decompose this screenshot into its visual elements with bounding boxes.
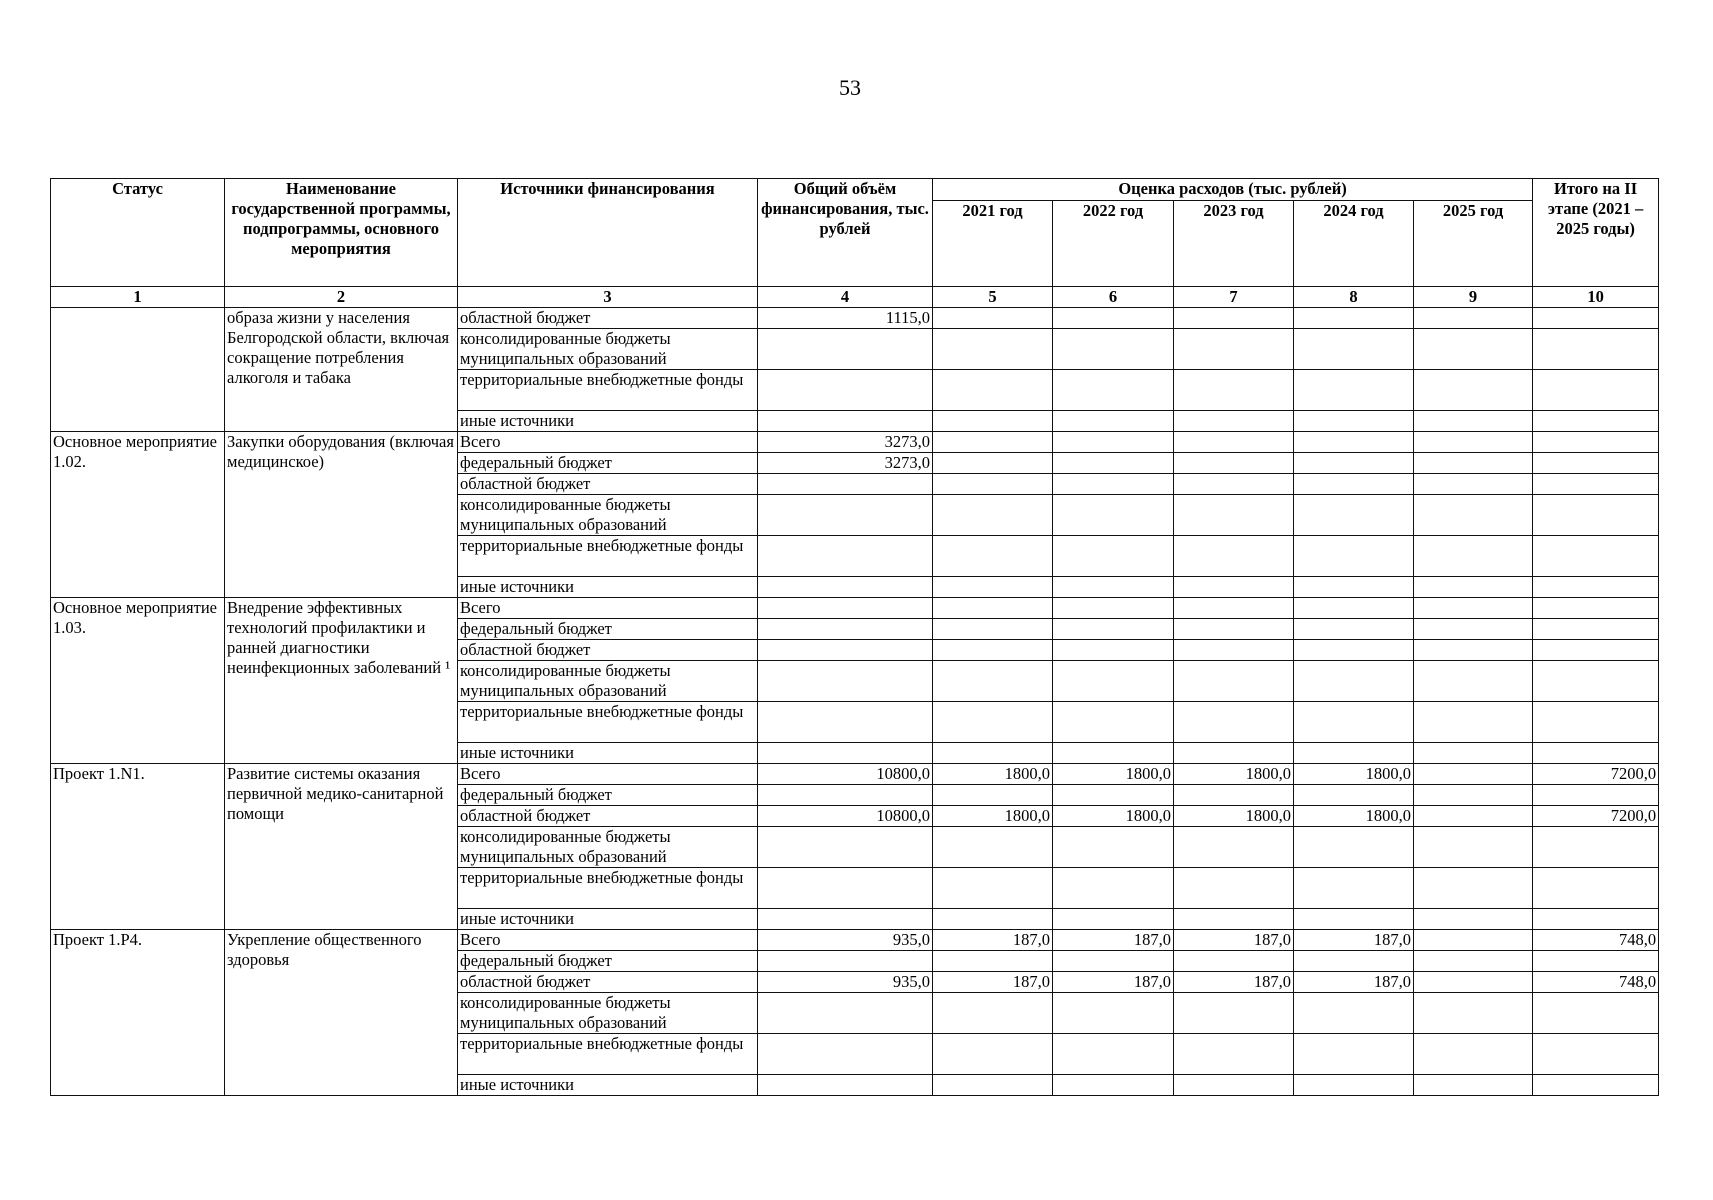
cell-y2022: [1053, 453, 1174, 474]
cell-y2021: [933, 329, 1053, 370]
cell-y2023: [1174, 308, 1294, 329]
cell-y2021: [933, 1075, 1053, 1096]
row-funding-source: территориальные внебюджетные фонды: [458, 536, 758, 577]
cell-total: 10800,0: [758, 806, 933, 827]
cell-y2021: [933, 619, 1053, 640]
cell-total: [758, 1075, 933, 1096]
cell-y2021: 187,0: [933, 972, 1053, 993]
cell-stage: [1533, 1034, 1659, 1075]
cell-total: [758, 743, 933, 764]
cell-y2022: 1800,0: [1053, 806, 1174, 827]
cell-y2024: [1294, 370, 1414, 411]
cell-total: [758, 951, 933, 972]
cell-y2024: 187,0: [1294, 972, 1414, 993]
cell-y2025: [1414, 827, 1533, 868]
cell-y2022: [1053, 661, 1174, 702]
cell-y2023: 187,0: [1174, 972, 1294, 993]
row-program-name: Укрепление общественного здоровья: [225, 930, 458, 1096]
cell-stage: 7200,0: [1533, 764, 1659, 785]
row-funding-source: областной бюджет: [458, 806, 758, 827]
cell-y2021: [933, 577, 1053, 598]
cell-y2021: [933, 661, 1053, 702]
cell-y2024: [1294, 308, 1414, 329]
cell-total: 10800,0: [758, 764, 933, 785]
cell-y2021: [933, 993, 1053, 1034]
cell-y2024: 1800,0: [1294, 764, 1414, 785]
cell-stage: [1533, 453, 1659, 474]
cell-y2021: [933, 411, 1053, 432]
cell-y2025: [1414, 1034, 1533, 1075]
cell-y2025: [1414, 661, 1533, 702]
cell-total: [758, 411, 933, 432]
column-number: 4: [758, 287, 933, 308]
cell-stage: 7200,0: [1533, 806, 1659, 827]
cell-y2025: [1414, 474, 1533, 495]
cell-y2023: [1174, 453, 1294, 474]
cell-y2021: [933, 370, 1053, 411]
column-number: 3: [458, 287, 758, 308]
cell-y2021: [933, 432, 1053, 453]
cell-total: [758, 702, 933, 743]
cell-y2021: [933, 785, 1053, 806]
cell-stage: [1533, 661, 1659, 702]
cell-y2024: [1294, 536, 1414, 577]
cell-y2021: [933, 951, 1053, 972]
cell-stage: [1533, 495, 1659, 536]
cell-total: [758, 329, 933, 370]
row-funding-source: областной бюджет: [458, 972, 758, 993]
cell-total: [758, 909, 933, 930]
cell-y2023: [1174, 702, 1294, 743]
row-funding-source: консолидированные бюджеты муниципальных образований: [458, 495, 758, 536]
cell-total: [758, 827, 933, 868]
cell-y2024: [1294, 1034, 1414, 1075]
header-year: 2021 год: [933, 201, 1053, 287]
row-funding-source: консолидированные бюджеты муниципальных образований: [458, 661, 758, 702]
cell-stage: [1533, 619, 1659, 640]
cell-y2025: [1414, 743, 1533, 764]
column-number: 1: [51, 287, 225, 308]
cell-y2023: [1174, 411, 1294, 432]
cell-y2025: [1414, 598, 1533, 619]
cell-y2022: [1053, 411, 1174, 432]
table-row: [51, 308, 1659, 329]
cell-total: 935,0: [758, 930, 933, 951]
row-program-name: образа жизни у населения Белгородской области, включая сокращение потребления алкоголя и табака: [225, 308, 458, 432]
cell-total: 3273,0: [758, 453, 933, 474]
cell-y2023: [1174, 432, 1294, 453]
column-number: 6: [1053, 287, 1174, 308]
cell-y2022: [1053, 432, 1174, 453]
table-row: [51, 930, 1659, 951]
row-funding-source: федеральный бюджет: [458, 785, 758, 806]
cell-y2021: [933, 868, 1053, 909]
cell-stage: [1533, 370, 1659, 411]
cell-y2021: [933, 598, 1053, 619]
cell-y2022: [1053, 640, 1174, 661]
cell-y2021: [933, 909, 1053, 930]
row-status: Основное мероприятие 1.03.: [51, 598, 225, 764]
cell-y2023: [1174, 993, 1294, 1034]
cell-total: [758, 577, 933, 598]
cell-y2024: [1294, 598, 1414, 619]
cell-total: [758, 785, 933, 806]
cell-y2022: [1053, 868, 1174, 909]
cell-stage: [1533, 743, 1659, 764]
page-number: 53: [839, 75, 861, 100]
row-status: Основное мероприятие 1.02.: [51, 432, 225, 598]
cell-y2022: [1053, 909, 1174, 930]
column-number: 7: [1174, 287, 1294, 308]
cell-y2025: [1414, 329, 1533, 370]
cell-y2022: [1053, 577, 1174, 598]
cell-stage: [1533, 993, 1659, 1034]
cell-stage: [1533, 598, 1659, 619]
cell-y2023: [1174, 868, 1294, 909]
cell-y2025: [1414, 577, 1533, 598]
cell-stage: [1533, 308, 1659, 329]
cell-y2022: [1053, 1034, 1174, 1075]
cell-y2021: [933, 1034, 1053, 1075]
cell-y2025: [1414, 495, 1533, 536]
row-status: [51, 308, 225, 432]
cell-y2023: [1174, 536, 1294, 577]
header-stage-total: Итого на II этапе (2021 – 2025 годы): [1533, 179, 1659, 287]
cell-y2024: [1294, 329, 1414, 370]
cell-y2021: [933, 743, 1053, 764]
cell-y2021: [933, 453, 1053, 474]
header-total: Общий объём финансирования, тыс. рублей: [758, 179, 933, 287]
cell-y2023: 187,0: [1174, 930, 1294, 951]
cell-y2023: [1174, 619, 1294, 640]
row-funding-source: территориальные внебюджетные фонды: [458, 1034, 758, 1075]
cell-y2025: [1414, 785, 1533, 806]
cell-y2024: [1294, 909, 1414, 930]
cell-stage: [1533, 827, 1659, 868]
cell-y2025: [1414, 764, 1533, 785]
cell-stage: [1533, 909, 1659, 930]
cell-y2025: [1414, 370, 1533, 411]
cell-y2022: [1053, 827, 1174, 868]
row-funding-source: иные источники: [458, 577, 758, 598]
cell-y2024: [1294, 743, 1414, 764]
cell-y2023: [1174, 598, 1294, 619]
cell-stage: [1533, 329, 1659, 370]
cell-y2025: [1414, 909, 1533, 930]
cell-y2025: [1414, 619, 1533, 640]
cell-total: [758, 370, 933, 411]
row-funding-source: областной бюджет: [458, 640, 758, 661]
header-year: 2023 год: [1174, 201, 1294, 287]
cell-stage: [1533, 702, 1659, 743]
cell-stage: [1533, 785, 1659, 806]
row-funding-source: консолидированные бюджеты муниципальных образований: [458, 329, 758, 370]
row-funding-source: федеральный бюджет: [458, 951, 758, 972]
cell-y2025: [1414, 453, 1533, 474]
cell-y2022: [1053, 370, 1174, 411]
cell-y2024: [1294, 411, 1414, 432]
cell-y2024: [1294, 453, 1414, 474]
row-funding-source: федеральный бюджет: [458, 619, 758, 640]
cell-total: [758, 619, 933, 640]
cell-y2021: [933, 536, 1053, 577]
cell-y2024: [1294, 577, 1414, 598]
cell-stage: [1533, 536, 1659, 577]
row-funding-source: иные источники: [458, 909, 758, 930]
column-number: 2: [225, 287, 458, 308]
cell-y2024: [1294, 640, 1414, 661]
row-funding-source: Всего: [458, 764, 758, 785]
row-funding-source: иные источники: [458, 1075, 758, 1096]
row-funding-source: Всего: [458, 432, 758, 453]
table-row: [51, 764, 1659, 785]
cell-y2021: [933, 702, 1053, 743]
row-program-name: Закупки оборудования (включая медицинское): [225, 432, 458, 598]
header-year: 2024 год: [1294, 201, 1414, 287]
column-number: 8: [1294, 287, 1414, 308]
header-status: Статус: [51, 179, 225, 287]
cell-y2023: [1174, 785, 1294, 806]
cell-y2023: [1174, 1075, 1294, 1096]
cell-y2025: [1414, 411, 1533, 432]
cell-total: [758, 598, 933, 619]
cell-y2021: [933, 495, 1053, 536]
cell-y2022: [1053, 743, 1174, 764]
cell-y2022: [1053, 329, 1174, 370]
cell-total: 1115,0: [758, 308, 933, 329]
cell-y2024: [1294, 868, 1414, 909]
table-row: [51, 432, 1659, 453]
cell-y2021: 187,0: [933, 930, 1053, 951]
cell-y2024: [1294, 785, 1414, 806]
row-funding-source: Всего: [458, 598, 758, 619]
cell-total: 935,0: [758, 972, 933, 993]
cell-stage: [1533, 640, 1659, 661]
cell-y2022: 187,0: [1053, 972, 1174, 993]
cell-y2022: [1053, 1075, 1174, 1096]
cell-y2023: [1174, 1034, 1294, 1075]
row-program-name: Развитие системы оказания первичной медико-санитарной помощи: [225, 764, 458, 930]
row-funding-source: иные источники: [458, 411, 758, 432]
row-program-name: Внедрение эффективных технологий профилактики и ранней диагностики неинфекционных заболеваний ¹: [225, 598, 458, 764]
cell-total: [758, 868, 933, 909]
row-funding-source: территориальные внебюджетные фонды: [458, 868, 758, 909]
cell-y2025: [1414, 432, 1533, 453]
cell-y2022: [1053, 951, 1174, 972]
row-funding-source: Всего: [458, 930, 758, 951]
cell-y2024: 1800,0: [1294, 806, 1414, 827]
cell-y2023: [1174, 827, 1294, 868]
cell-total: [758, 495, 933, 536]
row-funding-source: территориальные внебюджетные фонды: [458, 702, 758, 743]
cell-stage: [1533, 411, 1659, 432]
cell-y2024: [1294, 661, 1414, 702]
cell-y2025: [1414, 993, 1533, 1034]
cell-y2023: [1174, 495, 1294, 536]
cell-y2023: [1174, 743, 1294, 764]
cell-y2025: [1414, 640, 1533, 661]
row-funding-source: иные источники: [458, 743, 758, 764]
cell-y2024: [1294, 827, 1414, 868]
cell-y2022: [1053, 495, 1174, 536]
cell-y2025: [1414, 536, 1533, 577]
cell-y2022: [1053, 785, 1174, 806]
cell-stage: [1533, 868, 1659, 909]
column-number: 9: [1414, 287, 1533, 308]
header-name: Наименование государственной программы, подпрограммы, основного мероприятия: [225, 179, 458, 287]
cell-y2022: [1053, 308, 1174, 329]
cell-stage: [1533, 474, 1659, 495]
cell-y2022: [1053, 474, 1174, 495]
cell-stage: 748,0: [1533, 930, 1659, 951]
cell-y2022: 1800,0: [1053, 764, 1174, 785]
cell-total: 3273,0: [758, 432, 933, 453]
cell-y2025: [1414, 1075, 1533, 1096]
cell-stage: [1533, 432, 1659, 453]
row-status: Проект 1.P4.: [51, 930, 225, 1096]
cell-y2024: 187,0: [1294, 930, 1414, 951]
cell-y2021: 1800,0: [933, 764, 1053, 785]
cell-y2023: 1800,0: [1174, 764, 1294, 785]
cell-y2023: [1174, 474, 1294, 495]
row-status: Проект 1.N1.: [51, 764, 225, 930]
cell-y2025: [1414, 930, 1533, 951]
cell-y2022: [1053, 536, 1174, 577]
row-funding-source: областной бюджет: [458, 474, 758, 495]
cell-y2023: [1174, 577, 1294, 598]
cell-y2024: [1294, 1075, 1414, 1096]
cell-total: [758, 536, 933, 577]
cell-y2025: [1414, 702, 1533, 743]
cell-y2022: [1053, 598, 1174, 619]
cell-y2024: [1294, 951, 1414, 972]
cell-stage: 748,0: [1533, 972, 1659, 993]
cell-y2022: [1053, 619, 1174, 640]
cell-y2024: [1294, 993, 1414, 1034]
table-header: [51, 179, 1659, 308]
row-funding-source: федеральный бюджет: [458, 453, 758, 474]
cell-total: [758, 661, 933, 702]
header-sources: Источники финансирования: [458, 179, 758, 287]
row-funding-source: консолидированные бюджеты муниципальных образований: [458, 993, 758, 1034]
cell-y2022: [1053, 702, 1174, 743]
cell-y2024: [1294, 702, 1414, 743]
cell-y2025: [1414, 951, 1533, 972]
table-row: [51, 598, 1659, 619]
cell-y2022: 187,0: [1053, 930, 1174, 951]
budget-table: [50, 178, 1659, 1096]
cell-y2024: [1294, 495, 1414, 536]
cell-y2023: [1174, 329, 1294, 370]
cell-y2024: [1294, 432, 1414, 453]
column-number: 5: [933, 287, 1053, 308]
cell-y2021: [933, 474, 1053, 495]
cell-y2021: [933, 827, 1053, 868]
cell-y2023: [1174, 661, 1294, 702]
cell-stage: [1533, 577, 1659, 598]
cell-y2024: [1294, 619, 1414, 640]
cell-y2023: 1800,0: [1174, 806, 1294, 827]
row-funding-source: территориальные внебюджетные фонды: [458, 370, 758, 411]
header-estimate: Оценка расходов (тыс. рублей): [933, 179, 1533, 201]
header-year: 2025 год: [1414, 201, 1533, 287]
row-funding-source: областной бюджет: [458, 308, 758, 329]
header-year: 2022 год: [1053, 201, 1174, 287]
cell-total: [758, 993, 933, 1034]
cell-y2023: [1174, 951, 1294, 972]
table-body: [51, 308, 1659, 1096]
cell-total: [758, 474, 933, 495]
row-funding-source: консолидированные бюджеты муниципальных образований: [458, 827, 758, 868]
cell-y2022: [1053, 993, 1174, 1034]
column-number: 10: [1533, 287, 1659, 308]
cell-y2023: [1174, 640, 1294, 661]
cell-y2021: [933, 640, 1053, 661]
cell-y2023: [1174, 909, 1294, 930]
cell-y2023: [1174, 370, 1294, 411]
cell-total: [758, 1034, 933, 1075]
column-numbers-row: [51, 287, 1659, 308]
cell-stage: [1533, 1075, 1659, 1096]
cell-y2021: [933, 308, 1053, 329]
cell-total: [758, 640, 933, 661]
cell-y2025: [1414, 972, 1533, 993]
cell-y2021: 1800,0: [933, 806, 1053, 827]
cell-y2024: [1294, 474, 1414, 495]
cell-y2025: [1414, 806, 1533, 827]
cell-y2025: [1414, 308, 1533, 329]
cell-y2025: [1414, 868, 1533, 909]
cell-stage: [1533, 951, 1659, 972]
